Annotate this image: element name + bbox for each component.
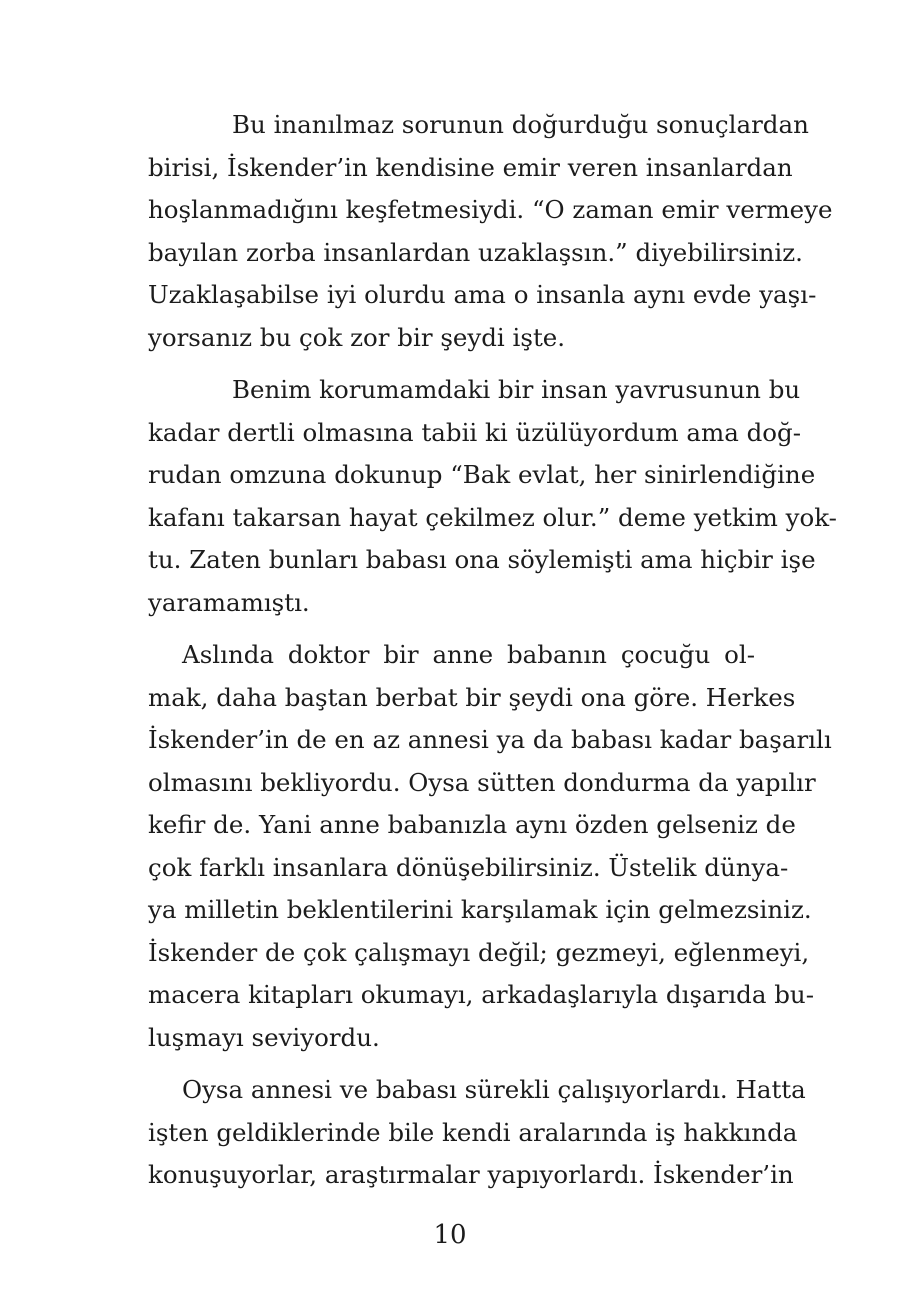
text-line: kadar dertli olmasına tabii ki üzülüyordum ama doğ- [148, 417, 802, 447]
text-line: yaramamıştı. [148, 587, 310, 617]
text-line: hoşlanmadığını keşfetmesiydi. “O zaman emir vermeye [148, 195, 833, 224]
text-line: Aslında doktor bir anne babanın çocuğu ol- [182, 640, 755, 669]
paragraph [148, 104, 833, 359]
text-line: işten geldiklerinde bile kendi aralarında iş hakkında [148, 1117, 798, 1147]
text-line: macera kitapları okumayı, arkadaşlarıyla dışarıda bu- [148, 980, 814, 1009]
text-line: kefir de. Yani anne babanızla aynı özden gelseniz de [148, 810, 796, 839]
text-line: tu. Zaten bunları babası ona söylemişti ama hiçbir işe [148, 545, 816, 574]
text-line: luşmayı seviyordu. [148, 1022, 380, 1052]
text-line: rudan omzuna dokunup “Bak evlat, her sinirlendiğine [148, 460, 816, 489]
text-line: ya milletin beklentilerini karşılamak için gelmezsiniz. [148, 895, 812, 924]
body-text [148, 104, 837, 1207]
text-line: yorsanız bu çok zor bir şeydi işte. [148, 322, 566, 352]
text-line: İskender’in de en az annesi ya da babası kadar başarılı [148, 725, 832, 754]
text-line: olmasını bekliyordu. Oysa sütten dondurma da yapılır [148, 767, 816, 797]
page-number: 10 [433, 1220, 467, 1250]
text-line: bayılan zorba insanlardan uzaklaşsın.” diyebilirsiniz. [148, 237, 803, 267]
text-line: Uzaklaşabilse iyi olurdu ama o insanla aynı evde yaşı- [148, 280, 817, 309]
text-line: çok farklı insanlara dönüşebilirsiniz. Üstelik dünya- [148, 852, 789, 882]
paragraph [148, 634, 832, 1059]
text-line: konuşuyorlar, araştırmalar yapıyorlardı. İskender’in [148, 1160, 794, 1189]
paragraph [148, 1069, 806, 1197]
text-line: Oysa annesi ve babası sürekli çalışıyorlardı. Hatta [182, 1075, 806, 1104]
text-line: birisi, İskender’in kendisine emir veren insanlardan [148, 152, 793, 182]
text-line: İskender de çok çalışmayı değil; gezmeyi, eğlenmeyi, [148, 937, 810, 967]
text-line: mak, daha baştan berbat bir şeydi ona göre. Herkes [148, 682, 796, 712]
text-line: Bu inanılmaz sorunun doğurduğu sonuçlardan [232, 110, 809, 139]
text-line: kafanı takarsan hayat çekilmez olur.” deme yetkim yok- [148, 502, 837, 532]
text-line: Benim korumamdaki bir insan yavrusunun bu [232, 375, 801, 404]
paragraph [148, 369, 837, 624]
